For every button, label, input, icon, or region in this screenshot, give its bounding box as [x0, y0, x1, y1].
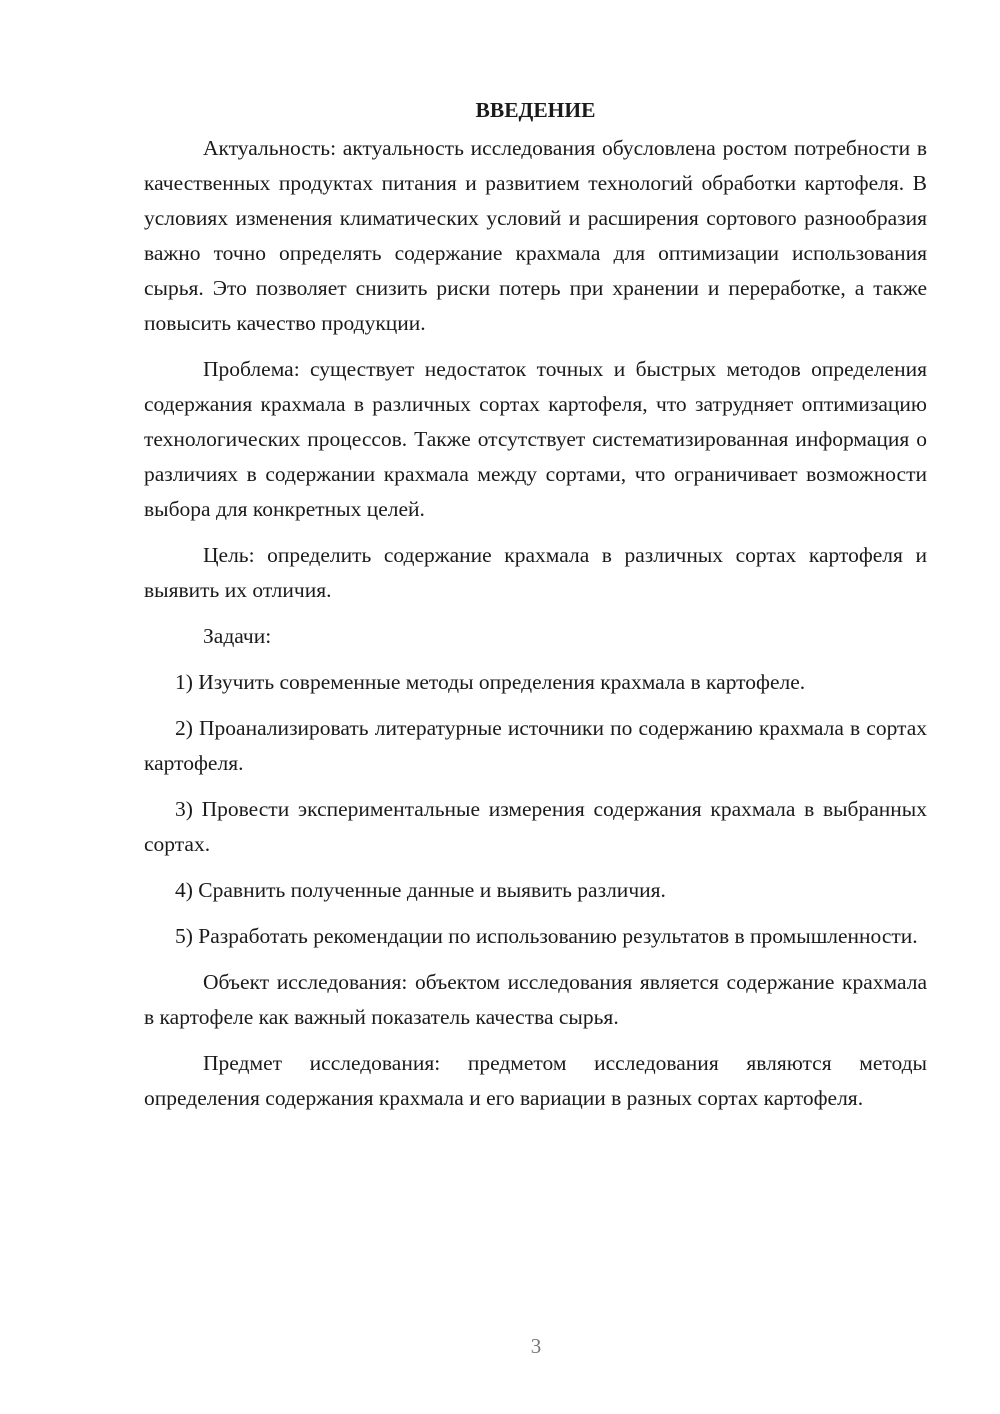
task-item: 1) Изучить современные методы определения крахмала в картофеле.: [175, 670, 806, 694]
page-content: [144, 92, 927, 1127]
problem-paragraph: Проблема: существует недостаток точных и быстрых методов определения содержания крахмала в различных сортах картофеля, что затрудняет оптимизацию технологических процессов. Также отсутствует систематизированная информация о различиях в содержании крахмала между сортами, что ограничивает возможности выбора для конкретных целей.: [144, 357, 927, 521]
task-item: 2) Проанализировать литературные источники по содержанию крахмала в сортах картофеля.: [144, 716, 927, 775]
task-item: 4) Сравнить полученные данные и выявить различия.: [175, 878, 666, 902]
section-heading: ВВЕДЕНИЕ: [475, 98, 596, 122]
task-item: 3) Провести экспериментальные измерения содержания крахмала в выбранных сортах.: [144, 797, 927, 856]
page-number: 3: [530, 1334, 542, 1358]
task-item: 5) Разработать рекомендации по использованию результатов в промышленности.: [175, 924, 918, 948]
object-paragraph: Объект исследования: объектом исследования является содержание крахмала в картофеле как важный показатель качества сырья.: [144, 970, 927, 1029]
relevance-paragraph: Актуальность: актуальность исследования обусловлена ростом потребности в качественных продуктах питания и развитием технологий обработки картофеля. В условиях изменения климатических условий и расширения сортового разнообразия важно точно определять содержание крахмала для оптимизации использования сырья. Это позволяет снизить риски потерь при хранении и переработке, а также повысить качество продукции.: [144, 136, 927, 335]
subject-paragraph: Предмет исследования: предметом исследования являются методы определения содержания крахмала и его вариации в разных сортах картофеля.: [144, 1051, 927, 1110]
goal-paragraph: Цель: определить содержание крахмала в различных сортах картофеля и выявить их отличия.: [144, 543, 927, 602]
tasks-label: Задачи:: [203, 624, 272, 648]
